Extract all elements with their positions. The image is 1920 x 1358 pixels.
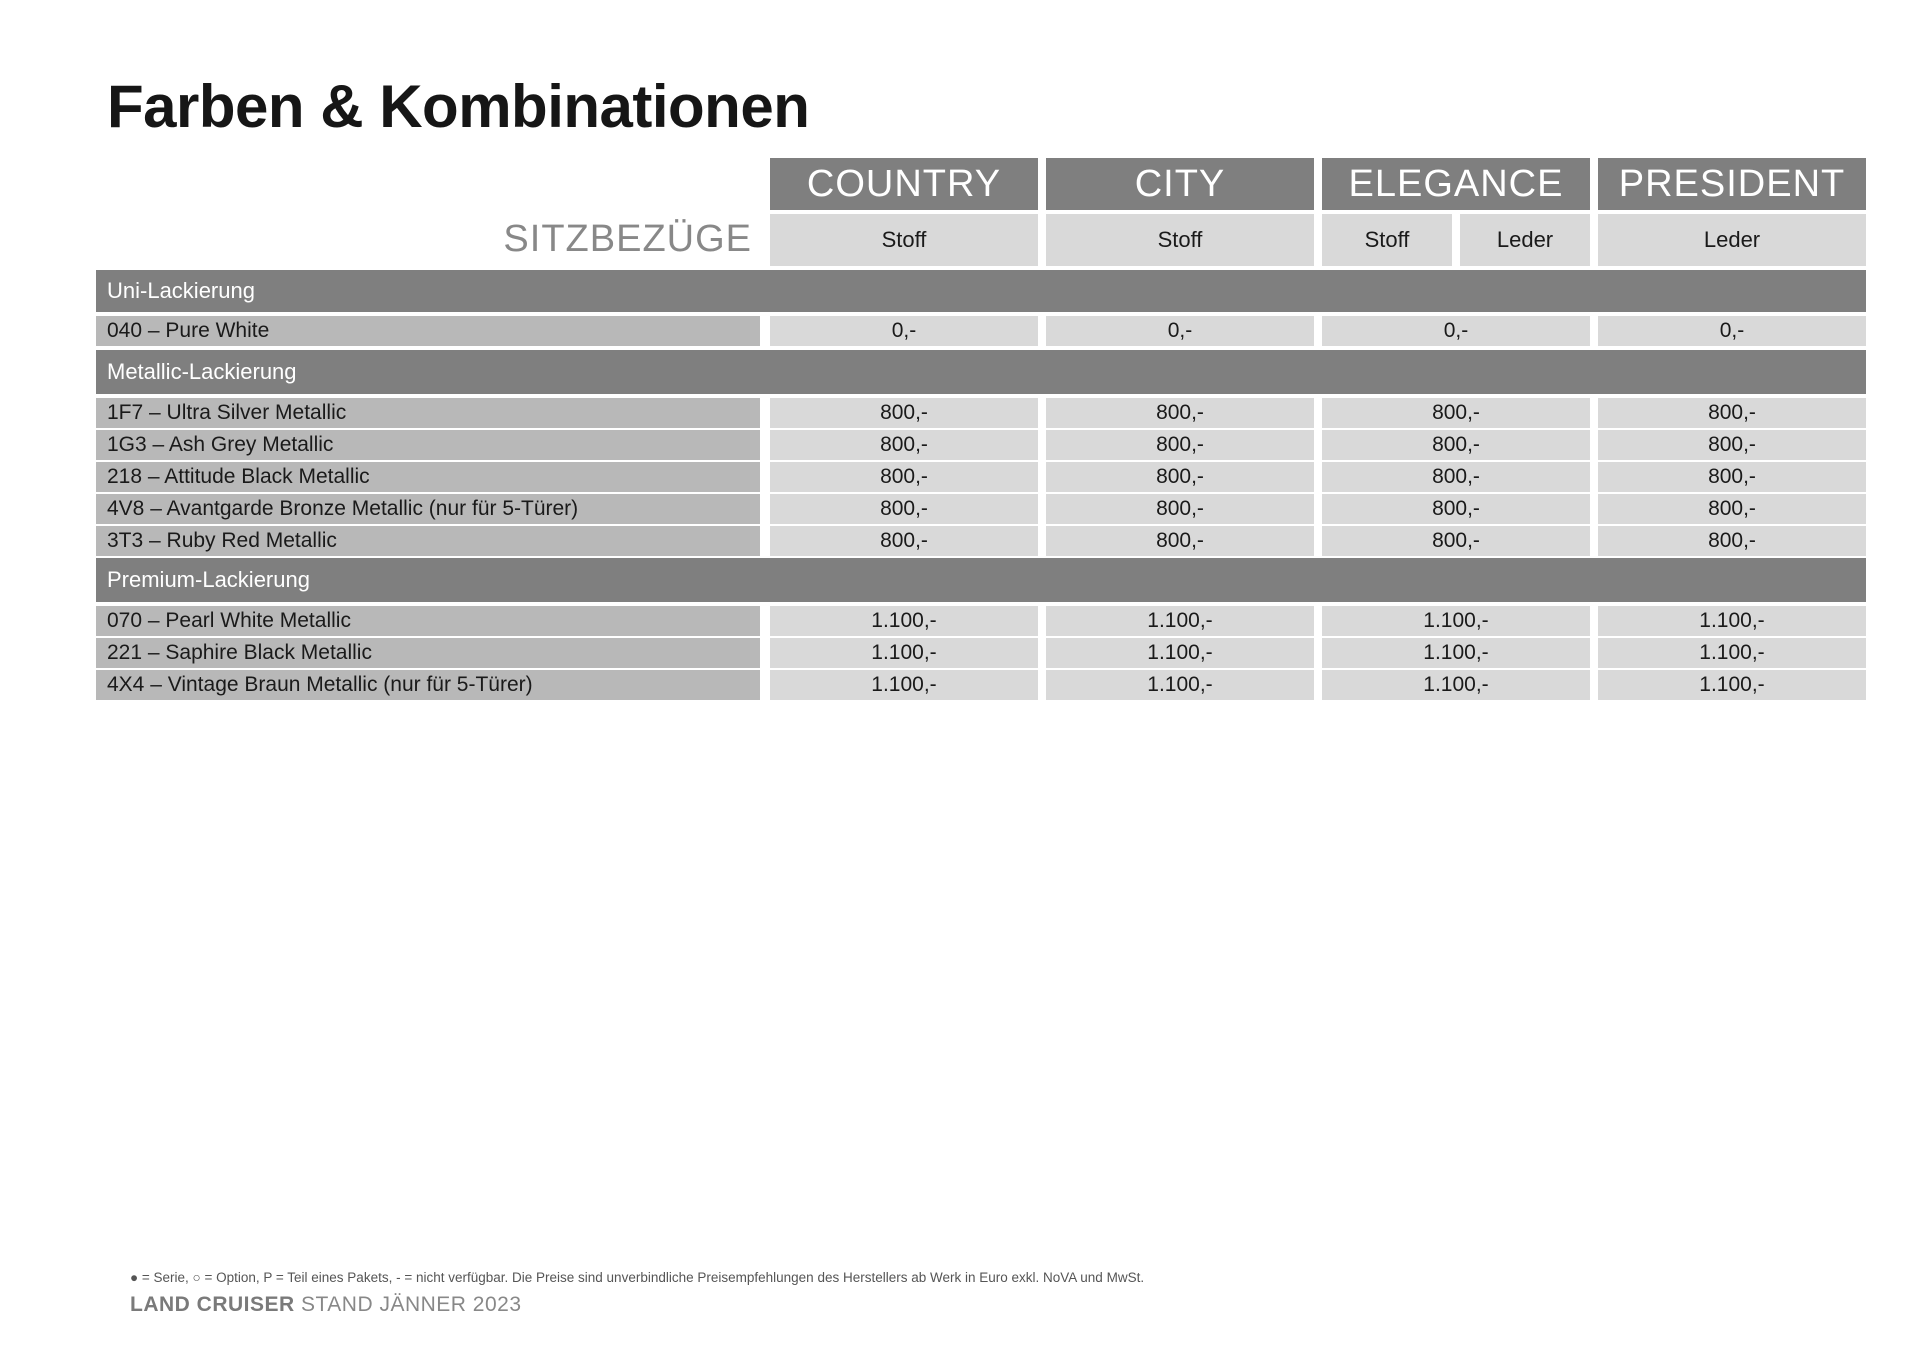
price-cell: 800,- bbox=[1322, 462, 1590, 492]
trim-header-country: COUNTRY bbox=[770, 158, 1038, 210]
price-cell: 0,- bbox=[1322, 316, 1590, 346]
color-row-label: 221 – Saphire Black Metallic bbox=[96, 638, 760, 668]
price-cell: 1.100,- bbox=[1046, 670, 1314, 700]
color-row-label: 3T3 – Ruby Red Metallic bbox=[96, 526, 760, 556]
color-row-label: 4X4 – Vintage Braun Metallic (nur für 5-Türer) bbox=[96, 670, 760, 700]
footer-stand: STAND JÄNNER 2023 bbox=[301, 1293, 522, 1316]
price-cell: 800,- bbox=[1322, 494, 1590, 524]
price-cell: 1.100,- bbox=[1046, 638, 1314, 668]
price-cell: 800,- bbox=[1046, 494, 1314, 524]
trim-header-elegance: ELEGANCE bbox=[1322, 158, 1590, 210]
price-cell: 800,- bbox=[1046, 430, 1314, 460]
price-cell: 1.100,- bbox=[1322, 606, 1590, 636]
seat-country-stoff: Stoff bbox=[770, 214, 1038, 266]
price-cell: 800,- bbox=[1046, 526, 1314, 556]
price-cell: 800,- bbox=[1322, 398, 1590, 428]
price-cell: 800,- bbox=[1598, 494, 1866, 524]
page-footer bbox=[130, 1293, 522, 1317]
color-row-label: 070 – Pearl White Metallic bbox=[96, 606, 760, 636]
price-cell: 800,- bbox=[770, 430, 1038, 460]
price-cell: 800,- bbox=[770, 398, 1038, 428]
price-cell: 800,- bbox=[770, 494, 1038, 524]
price-cell: 1.100,- bbox=[1046, 606, 1314, 636]
price-cell: 1.100,- bbox=[1598, 638, 1866, 668]
trim-header-city: CITY bbox=[1046, 158, 1314, 210]
footer-model: LAND CRUISER bbox=[130, 1293, 295, 1316]
price-cell: 800,- bbox=[1046, 462, 1314, 492]
seat-elegance-leder: Leder bbox=[1460, 214, 1590, 266]
section-header-uni: Uni-Lackierung bbox=[96, 270, 1866, 312]
color-row-label: 218 – Attitude Black Metallic bbox=[96, 462, 760, 492]
price-cell: 1.100,- bbox=[1322, 638, 1590, 668]
trim-header-president: PRESIDENT bbox=[1598, 158, 1866, 210]
color-row-label: 1G3 – Ash Grey Metallic bbox=[96, 430, 760, 460]
price-cell: 1.100,- bbox=[1598, 670, 1866, 700]
color-row-label: 040 – Pure White bbox=[96, 316, 760, 346]
section-header-metallic: Metallic-Lackierung bbox=[96, 350, 1866, 394]
legend-note: ● = Serie, ○ = Option, P = Teil eines Pakets, - = nicht verfügbar. Die Preise sind unverbindliche Preisempfehlungen des Herstellers ab Werk in Euro exkl. NoVA und MwSt. bbox=[130, 1270, 1145, 1285]
price-cell: 0,- bbox=[1598, 316, 1866, 346]
page-title: Farben & Kombinationen bbox=[107, 73, 810, 140]
color-row-label: 1F7 – Ultra Silver Metallic bbox=[96, 398, 760, 428]
price-cell: 1.100,- bbox=[1322, 670, 1590, 700]
price-cell: 800,- bbox=[1046, 398, 1314, 428]
price-cell: 1.100,- bbox=[770, 670, 1038, 700]
seat-elegance-stoff: Stoff bbox=[1322, 214, 1452, 266]
price-cell: 800,- bbox=[1598, 526, 1866, 556]
color-row-label: 4V8 – Avantgarde Bronze Metallic (nur für 5-Türer) bbox=[96, 494, 760, 524]
price-cell: 1.100,- bbox=[770, 606, 1038, 636]
price-cell: 1.100,- bbox=[1598, 606, 1866, 636]
price-cell: 800,- bbox=[1598, 430, 1866, 460]
price-cell: 800,- bbox=[1598, 462, 1866, 492]
seat-city-stoff: Stoff bbox=[1046, 214, 1314, 266]
seat-president-leder: Leder bbox=[1598, 214, 1866, 266]
price-cell: 800,- bbox=[1322, 526, 1590, 556]
price-cell: 0,- bbox=[1046, 316, 1314, 346]
price-cell: 800,- bbox=[770, 462, 1038, 492]
price-cell: 1.100,- bbox=[770, 638, 1038, 668]
section-header-premium: Premium-Lackierung bbox=[96, 558, 1866, 602]
seat-cover-label: SITZBEZÜGE bbox=[503, 218, 752, 260]
price-cell: 800,- bbox=[770, 526, 1038, 556]
price-cell: 0,- bbox=[770, 316, 1038, 346]
price-cell: 800,- bbox=[1598, 398, 1866, 428]
price-cell: 800,- bbox=[1322, 430, 1590, 460]
